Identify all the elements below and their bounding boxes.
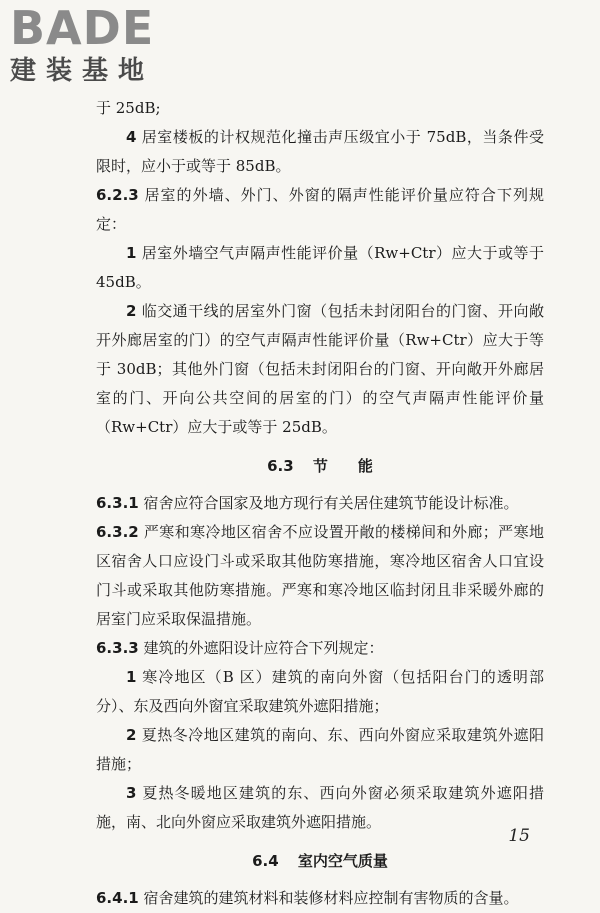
page-number: 15 xyxy=(508,826,530,846)
paragraph-continuation xyxy=(96,94,544,123)
list-item xyxy=(96,123,544,181)
list-item xyxy=(96,663,544,721)
clause xyxy=(96,518,544,634)
list-item xyxy=(96,779,544,837)
clause-text: 建筑的外遮阳设计应符合下列规定： xyxy=(143,639,384,657)
clause-text: 居室的外墙、外门、外窗的隔声性能评价量应符合下列规定： xyxy=(96,186,544,233)
item-number: 3 xyxy=(126,784,137,802)
clause-text: 严寒和寒冷地区宿舍不应设置开敞的楼梯间和外廊；严寒地区宿舍人口应设门斗或采取其他防寒措施，寒冷地区宿舍人口宜设门斗或采取其他防寒措施。严寒和寒冷地区临封闭且非采暖外廊的居室门应采取保温措施。 xyxy=(96,523,544,628)
item-text: 夏热冬暖地区建筑的东、西向外窗必须采取建筑外遮阳措施，南、北向外窗应采取建筑外遮阳措施。 xyxy=(96,784,544,831)
clause xyxy=(96,884,544,913)
item-text: 居室外墙空气声隔声性能评价量（Rw+Ctr）应大于或等于 45dB。 xyxy=(96,244,544,291)
list-item xyxy=(96,721,544,779)
item-text: 居室楼板的计权规范化撞击声压级宜小于 75dB，当条件受限时，应小于或等于 85dB。 xyxy=(96,128,544,175)
section-title: 节 能 xyxy=(312,457,373,475)
clause-number: 6.3.3 xyxy=(96,639,139,657)
section-heading xyxy=(96,847,544,876)
bade-logo xyxy=(10,1,180,88)
logo-wordmark: BADE xyxy=(10,1,155,55)
item-text: 夏热冬冷地区建筑的南向、东、西向外窗应采取建筑外遮阳措施； xyxy=(96,726,544,773)
clause-number: 6.3.2 xyxy=(96,523,139,541)
item-number: 1 xyxy=(126,244,137,262)
clause-number: 6.4.1 xyxy=(96,889,139,907)
item-text: 寒冷地区（B 区）建筑的南向外窗（包括阳台门的透明部分）、东及西向外窗宜采取建筑外遮阳措施； xyxy=(96,668,544,715)
clause xyxy=(96,181,544,239)
section-number: 6.4 xyxy=(252,852,279,870)
paragraph-text: 于 25dB; xyxy=(96,99,161,117)
logo-subtitle: 建装基地 xyxy=(10,56,155,86)
list-item xyxy=(96,297,544,442)
section-title: 室内空气质量 xyxy=(297,852,388,870)
item-number: 2 xyxy=(126,726,137,744)
clause-number: 6.3.1 xyxy=(96,494,139,512)
section-heading xyxy=(96,452,544,481)
clause-text: 宿舍应符合国家及地方现行有关居住建筑节能设计标准。 xyxy=(143,494,519,512)
clause-text: 宿舍建筑的建筑材料和装修材料应控制有害物质的含量。 xyxy=(143,889,519,907)
item-number: 1 xyxy=(126,668,137,686)
document-body xyxy=(96,94,544,913)
list-item xyxy=(96,239,544,297)
clause xyxy=(96,634,544,663)
clause-number: 6.2.3 xyxy=(96,186,139,204)
item-number: 4 xyxy=(126,128,137,146)
item-text: 临交通干线的居室外门窗（包括未封闭阳台的门窗、开向敞开外廊居室的门）的空气声隔声性能评价量（Rw+Ctr）应大于等于 30dB；其他外门窗（包括未封闭阳台的门窗、开向敞开外廊居室的门、开向公共空间的居室的门）的空气声隔声性能评价量（Rw+Ctr）应大于或等于 25dB。 xyxy=(96,302,544,436)
clause xyxy=(96,489,544,518)
section-number: 6.3 xyxy=(267,457,294,475)
item-number: 2 xyxy=(126,302,137,320)
